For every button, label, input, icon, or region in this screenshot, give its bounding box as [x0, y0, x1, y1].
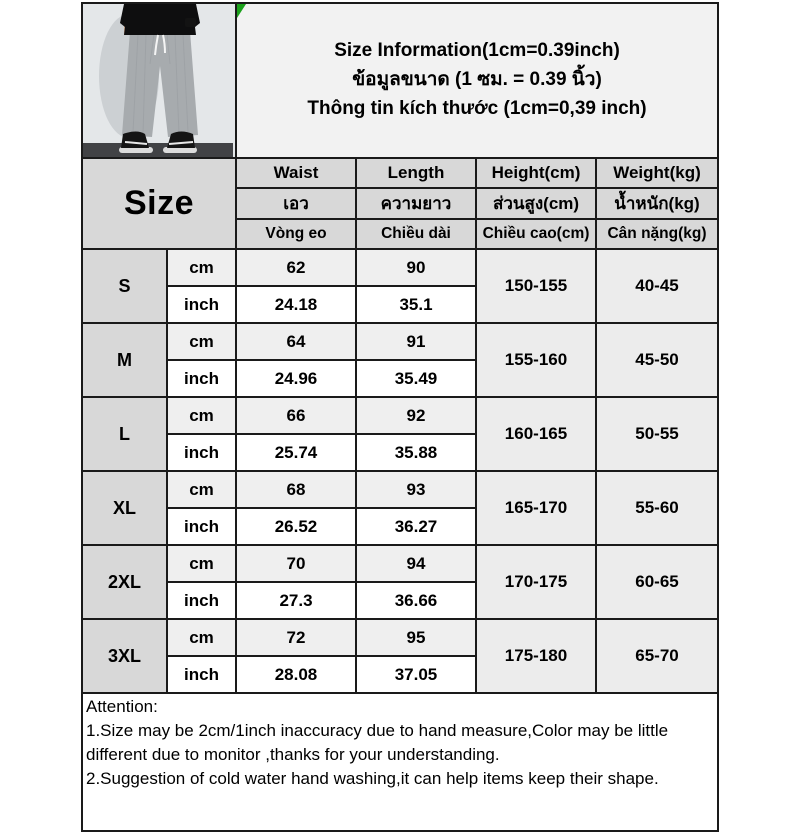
size-chart-sheet [81, 2, 717, 832]
length-inch-value: 35.88 [356, 434, 476, 471]
header-row-en [82, 158, 718, 188]
attention-line-1: 1.Size may be 2cm/1inch inaccuracy due to hand measure,Color may be little different due to monitor ,thanks for your understanding. [86, 721, 669, 765]
weight-range-value: 40-45 [596, 249, 718, 323]
weight-range-value: 55-60 [596, 471, 718, 545]
col-header-weight-vi: Cân nặng(kg) [596, 219, 718, 249]
waist-inch-value: 26.52 [236, 508, 356, 545]
title-block [237, 4, 717, 157]
col-header-weight-th: น้ำหนัก(kg) [596, 188, 718, 219]
weight-range-value: 65-70 [596, 619, 718, 693]
length-inch-value: 35.1 [356, 286, 476, 323]
unit-inch-label: inch [167, 360, 236, 397]
unit-cm-label: cm [167, 545, 236, 582]
size-label: 2XL [82, 545, 167, 619]
height-range-value: 160-165 [476, 397, 596, 471]
unit-cm-label: cm [167, 249, 236, 286]
attention-line-2: 2.Suggestion of cold water hand washing,it can help items keep their shape. [86, 769, 659, 789]
weight-range-value: 45-50 [596, 323, 718, 397]
attention-note [81, 692, 719, 832]
title-row [82, 3, 718, 158]
waist-inch-value: 27.3 [236, 582, 356, 619]
col-header-length: Length [356, 158, 476, 188]
length-cm-value: 91 [356, 323, 476, 360]
unit-cm-label: cm [167, 619, 236, 656]
col-header-waist-th: เอว [236, 188, 356, 219]
unit-inch-label: inch [167, 286, 236, 323]
waist-inch-value: 28.08 [236, 656, 356, 693]
col-header-height-vi: Chiều cao(cm) [476, 219, 596, 249]
unit-inch-label: inch [167, 582, 236, 619]
title-cell [236, 3, 718, 158]
table-row [82, 397, 718, 434]
weight-range-value: 50-55 [596, 397, 718, 471]
table-row [82, 471, 718, 508]
unit-inch-label: inch [167, 656, 236, 693]
height-range-value: 175-180 [476, 619, 596, 693]
length-inch-value: 36.27 [356, 508, 476, 545]
waist-cm-value: 72 [236, 619, 356, 656]
unit-cm-label: cm [167, 397, 236, 434]
height-range-value: 170-175 [476, 545, 596, 619]
length-cm-value: 90 [356, 249, 476, 286]
weight-range-value: 60-65 [596, 545, 718, 619]
attention-heading: Attention: [86, 697, 158, 716]
unit-inch-label: inch [167, 434, 236, 471]
size-label: XL [82, 471, 167, 545]
title-english: Size Information(1cm=0.39inch) [334, 40, 620, 62]
height-range-value: 165-170 [476, 471, 596, 545]
waist-cm-value: 68 [236, 471, 356, 508]
title-thai: ข้อมูลขนาด (1 ซม. = 0.39 นิ้ว) [352, 69, 602, 91]
waist-inch-value: 25.74 [236, 434, 356, 471]
size-table [81, 2, 719, 694]
waist-cm-value: 70 [236, 545, 356, 582]
waist-inch-value: 24.18 [236, 286, 356, 323]
length-inch-value: 35.49 [356, 360, 476, 397]
unit-cm-label: cm [167, 323, 236, 360]
waist-inch-value: 24.96 [236, 360, 356, 397]
unit-cm-label: cm [167, 471, 236, 508]
height-range-value: 150-155 [476, 249, 596, 323]
table-row [82, 545, 718, 582]
pants-model-image [83, 4, 233, 157]
col-header-weight: Weight(kg) [596, 158, 718, 188]
unit-inch-label: inch [167, 508, 236, 545]
waist-cm-value: 64 [236, 323, 356, 360]
length-inch-value: 36.66 [356, 582, 476, 619]
product-photo [82, 3, 236, 158]
size-header: Size [82, 158, 236, 249]
col-header-height: Height(cm) [476, 158, 596, 188]
length-cm-value: 93 [356, 471, 476, 508]
waist-cm-value: 62 [236, 249, 356, 286]
size-label: 3XL [82, 619, 167, 693]
size-label: S [82, 249, 167, 323]
length-cm-value: 94 [356, 545, 476, 582]
waist-cm-value: 66 [236, 397, 356, 434]
table-row [82, 323, 718, 360]
col-header-waist-vi: Vòng eo [236, 219, 356, 249]
col-header-length-vi: Chiều dài [356, 219, 476, 249]
length-cm-value: 95 [356, 619, 476, 656]
size-label: L [82, 397, 167, 471]
col-header-height-th: ส่วนสูง(cm) [476, 188, 596, 219]
table-row [82, 249, 718, 286]
col-header-waist: Waist [236, 158, 356, 188]
title-vietnamese: Thông tin kích thước (1cm=0,39 inch) [307, 97, 647, 119]
length-cm-value: 92 [356, 397, 476, 434]
table-row [82, 619, 718, 656]
size-label: M [82, 323, 167, 397]
col-header-length-th: ความยาว [356, 188, 476, 219]
height-range-value: 155-160 [476, 323, 596, 397]
length-inch-value: 37.05 [356, 656, 476, 693]
